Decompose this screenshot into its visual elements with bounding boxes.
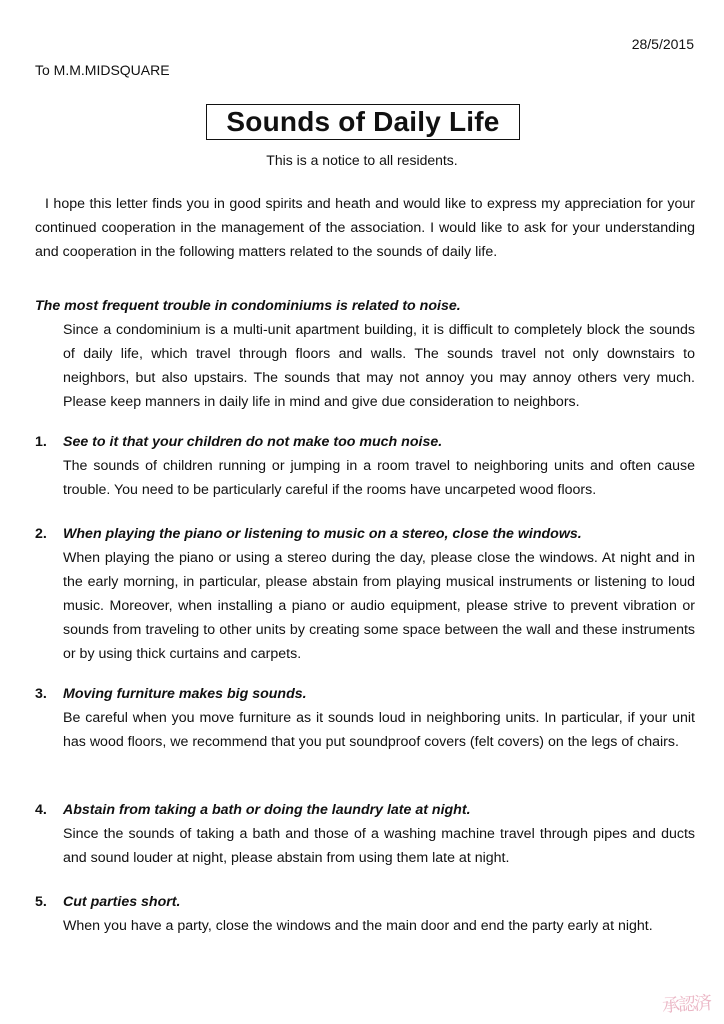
item-heading: When playing the piano or listening to music on a stereo, close the windows. xyxy=(63,526,582,542)
item-number: 2. xyxy=(35,526,47,542)
item-number: 3. xyxy=(35,686,47,702)
item-heading: Cut parties short. xyxy=(63,894,181,910)
recipient-line: To M.M.MIDSQUARE xyxy=(35,62,170,78)
document-title: Sounds of Daily Life xyxy=(226,106,500,137)
item-body: When you have a party, close the windows and the main door and end the party early at night. xyxy=(63,918,653,934)
document-subtitle: This is a notice to all residents. xyxy=(266,152,458,168)
item-heading: Abstain from taking a bath or doing the laundry late at night. xyxy=(63,802,471,818)
item-number: 5. xyxy=(35,894,47,910)
item-body: The sounds of children running or jumping in a room travel to neighboring units and often cause trouble. You need to be particularly careful if the rooms have uncarpeted wood floors. xyxy=(63,458,695,498)
intro-paragraph: I hope this letter finds you in good spirits and heath and would like to express my appreciation for your continued cooperation in the management of the association. I would like to ask for your understanding and cooperation in the following matters related to the sounds of daily life. xyxy=(35,196,695,260)
main-section-heading: The most frequent trouble in condominiums is related to noise. xyxy=(35,298,461,314)
item-number: 1. xyxy=(35,434,47,450)
approval-stamp: 承認済 xyxy=(661,992,711,1017)
item-body: Be careful when you move furniture as it sounds loud in neighboring units. In particular, if your unit has wood floors, we recommend that you put soundproof covers (felt covers) on the legs of chairs. xyxy=(63,710,695,750)
item-heading: Moving furniture makes big sounds. xyxy=(63,686,307,702)
document-date: 28/5/2015 xyxy=(631,36,694,52)
item-number: 4. xyxy=(35,802,47,818)
main-section-body: Since a condominium is a multi-unit apartment building, it is difficult to completely block the sounds of daily life, which travel through floors and walls. The sounds travel not only downstairs to neighbors, but also upstairs. The sounds that may not annoy you may annoy others very much. Please keep manners in daily life in mind and give due consideration to neighbors. xyxy=(63,322,695,410)
item-body: When playing the piano or using a stereo during the day, please close the windows. At night and in the early morning, in particular, please abstain from playing musical instruments or listening to loud music. Moreover, when installing a piano or audio equipment, please strive to prevent vibration or sounds from traveling to other units by creating some space between the wall and these instruments or by using thick curtains and carpets. xyxy=(63,550,695,662)
item-heading: See to it that your children do not make too much noise. xyxy=(63,434,443,450)
item-body: Since the sounds of taking a bath and those of a washing machine travel through pipes and ducts and sound louder at night, please abstain from using them late at night. xyxy=(63,826,695,866)
title-box xyxy=(206,104,520,140)
